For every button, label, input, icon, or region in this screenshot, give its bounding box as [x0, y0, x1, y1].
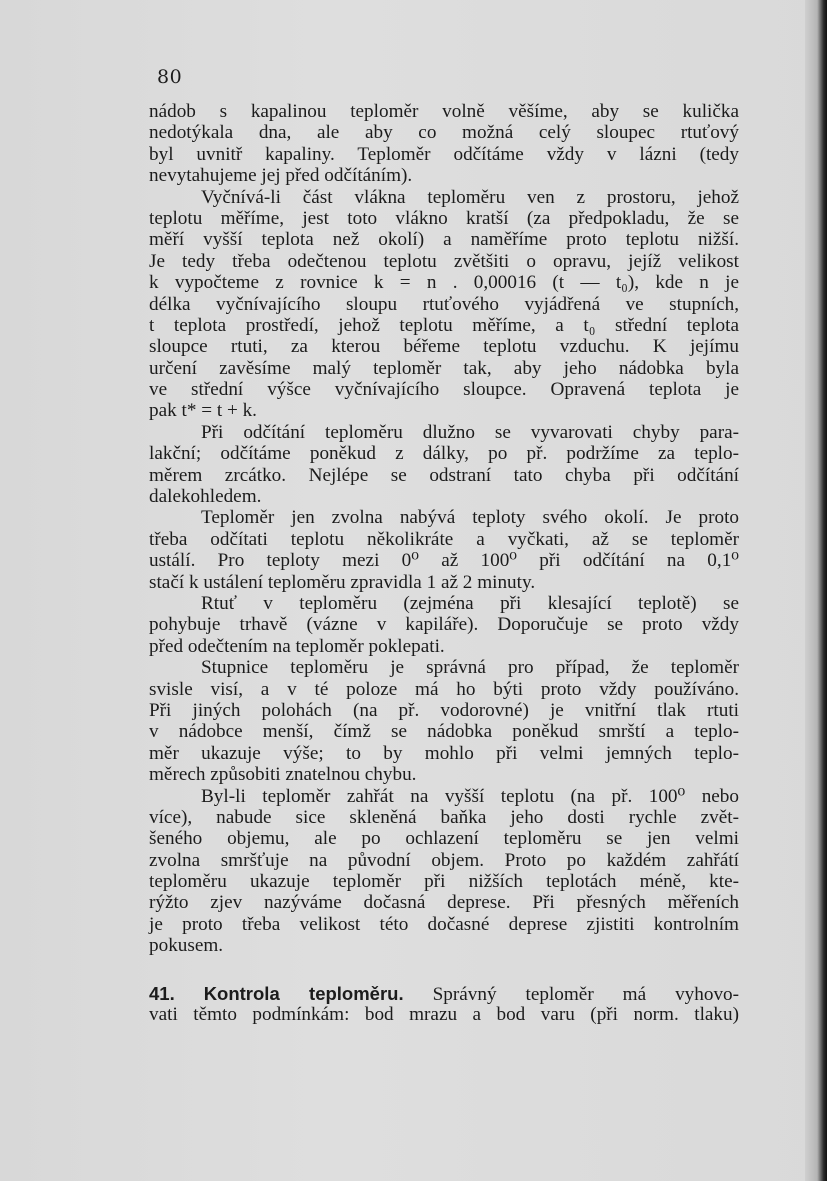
text-line: Při jiných polohách (na př. vodorovné) je vnitřní tlak rtuti: [149, 699, 739, 721]
section-gap: [149, 957, 739, 983]
text-line: sloupce rtuti, za kterou béřeme teplotu vzduchu. K jejímu: [149, 336, 739, 358]
text-line: k vypočteme z rovnice k = n . 0,00016 (t — t₀), kde n je: [149, 272, 739, 294]
text-line: Vyčnívá-li část vlákna teploměru ven z prostoru, jehož: [201, 186, 739, 208]
paragraph-lines: [149, 101, 739, 957]
text-line: měrem zrcátko. Nejlépe se odstraní tato chyba při odčítání: [149, 464, 739, 486]
text-line: stačí k ustálení teploměru zpravidla 1 až 2 minuty.: [149, 571, 536, 593]
text-line: v nádobce menší, čímž se nádobka poněkud smrští a teplo-: [149, 721, 739, 743]
page-edge-shadow: [805, 0, 827, 1181]
section-number: 41.: [149, 982, 175, 1004]
text-line: je proto třeba velikost této dočasné deprese zjistiti kontrolním: [149, 913, 739, 935]
text-line: teploměru ukazuje teploměr při nižších teplotách méně, kte-: [149, 871, 739, 893]
section-text: Správný teploměr má vyhovo-: [432, 983, 740, 1005]
text-line: ustálí. Pro teploty mezi 0⁰ až 100⁰ při odčítání na 0,1⁰: [149, 550, 739, 572]
text-line: pokusem.: [149, 935, 224, 957]
text-line: nedotýkala dna, ale aby co možná celý sloupec rtuťový: [149, 122, 739, 144]
text-line: svisle visí, a v té poloze má ho býti proto vždy používáno.: [149, 678, 739, 700]
text-line: pak t* = t + k.: [149, 400, 257, 422]
text-line: dalekohledem.: [149, 486, 262, 508]
text-line: nevytahujeme jej před odčítáním).: [149, 165, 413, 187]
text-line: pohybuje trhavě (vázne v kapiláře). Doporučuje se proto vždy: [149, 614, 739, 636]
body-text: [149, 101, 739, 1025]
text-line: více), nabude sice skleněná baňka jeho dosti rychle zvět-: [149, 806, 739, 828]
text-line: měrech způsobiti znatelnou chybu.: [149, 764, 417, 786]
text-line: nádob s kapalinou teploměr volně věšíme, aby se kulička: [149, 101, 739, 122]
text-line: Při odčítání teploměru dlužno se vyvarovati chyby para-: [201, 421, 739, 443]
text-line: Rtuť v teploměru (zejména při klesající teplotě) se: [201, 592, 739, 614]
page-number: 80: [157, 66, 183, 88]
text-line: měří vyšší teplota než okolí) a naměříme proto teplotu nižší.: [149, 229, 739, 251]
section-line-2: vati těmto podmínkám: bod mrazu a bod varu (při norm. tlaku): [149, 1004, 739, 1026]
text-line: Stupnice teploměru je správná pro případ, že teploměr: [201, 657, 739, 679]
text-line: Teploměr jen zvolna nabývá teploty svého okolí. Je proto: [201, 507, 739, 529]
section-heading-line: [149, 983, 739, 1004]
text-line: t teplota prostředí, jehož teplotu měříme, a t₀ střední teplota: [149, 314, 739, 336]
text-line: byl uvnitř kapaliny. Teploměr odčítáme vždy v lázni (tedy: [149, 143, 739, 165]
text-line: ve střední výšce vyčnívajícího sloupce. Opravená teplota je: [149, 379, 739, 401]
text-line: rýžto zjev nazýváme dočasná deprese. Při přesných měřeních: [149, 892, 739, 914]
text-line: šeného objemu, ale po ochlazení teploměru se jen velmi: [149, 828, 739, 850]
text-line: Je tedy třeba odečtenou teplotu zvětšiti o opravu, jejíž velikost: [149, 250, 739, 272]
text-line: teplotu měříme, jest toto vlákno kratší (za předpokladu, že se: [149, 207, 739, 229]
text-line: třeba odčítati teplotu několikráte a vyčkati, až se teploměr: [149, 528, 739, 550]
text-line: zvolna smršťuje na původní objem. Proto po každém zahřátí: [149, 849, 739, 871]
text-line: délka vyčnívajícího sloupu rtuťového vyjádřená ve stupních,: [149, 293, 739, 315]
text-line: určení zavěsíme malý teploměr tak, aby jeho nádobka byla: [149, 357, 739, 379]
text-line: lakční; odčítáme poněkud z dálky, po př. podržíme za teplo-: [149, 443, 739, 465]
text-line: Byl-li teploměr zahřát na vyšší teplotu (na př. 100⁰ nebo: [201, 785, 739, 807]
text-line: měr ukazuje výše; to by mohlo při velmi jemných teplo-: [149, 742, 739, 764]
section-title: Kontrola teploměru.: [203, 982, 404, 1004]
text-line: před odečtením na teploměr poklepati.: [149, 635, 445, 657]
